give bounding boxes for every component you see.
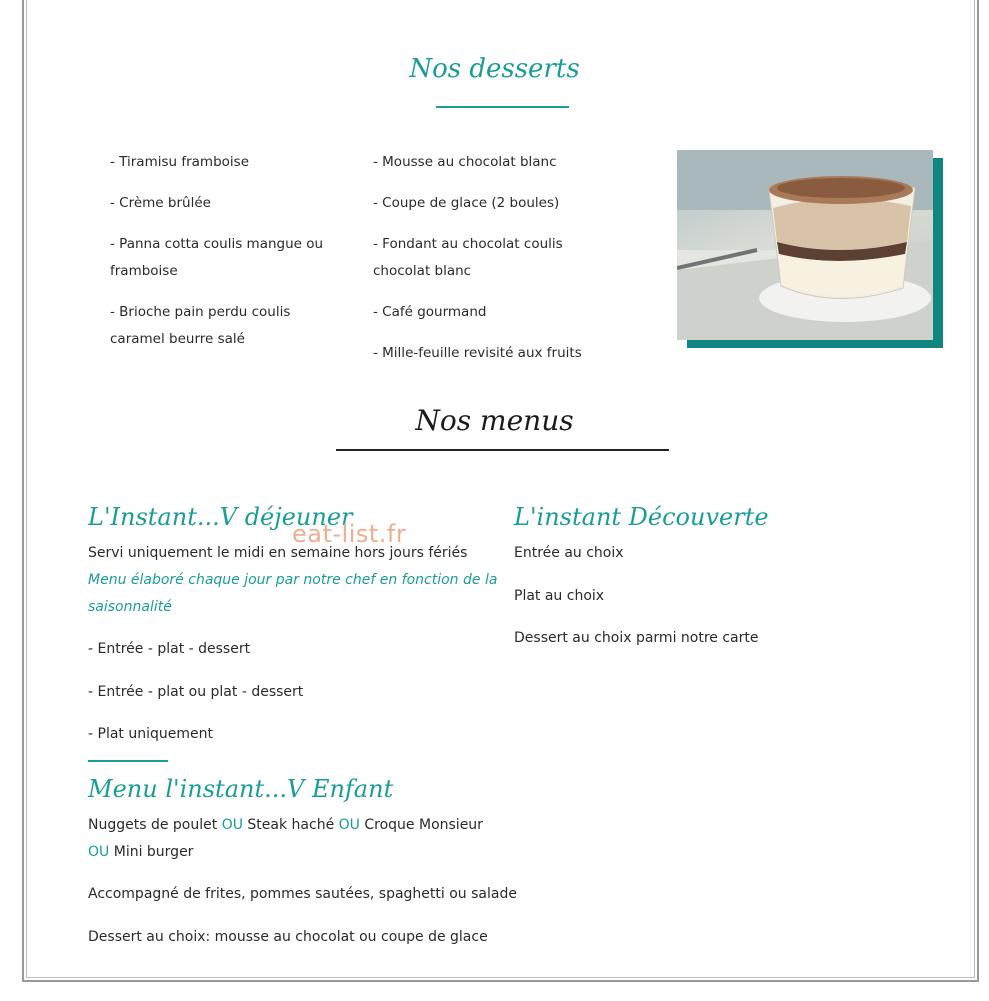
dessert-item: - Panna cotta coulis mangue ou framboise	[110, 236, 324, 279]
dessert-item: - Crème brûlée	[110, 195, 211, 211]
menu-dejeuner-subtitle: Servi uniquement le midi en semaine hors jours fériés	[88, 545, 468, 561]
desserts-title: Nos desserts	[409, 54, 580, 84]
tiramisu-glass-illustration	[677, 150, 933, 340]
dessert-item: - Tiramisu framboise	[110, 154, 249, 170]
desserts-title-underline	[436, 106, 569, 108]
menu-decouverte-item: Dessert au choix parmi notre carte	[514, 630, 759, 646]
menu-dejeuner-note: Menu élaboré chaque jour par notre chef en fonction de la saisonnalité	[88, 572, 498, 615]
dessert-photo-image	[677, 150, 933, 340]
or-separator: OU	[338, 817, 360, 833]
menu-enfant-choice: Croque Monsieur	[364, 817, 483, 833]
dessert-item: - Café gourmand	[373, 304, 487, 320]
menu-decouverte-item: Entrée au choix	[514, 545, 624, 561]
desserts-column-2	[373, 149, 623, 381]
dessert-item: - Coupe de glace (2 boules)	[373, 195, 560, 211]
menu-dejeuner-option: - Entrée - plat ou plat - dessert	[88, 684, 304, 700]
menu-enfant-side: Accompagné de frites, pommes sautées, spaghetti ou salade	[88, 886, 517, 902]
menu-decouverte-title: L'instant Découverte	[514, 503, 769, 531]
menu-enfant-choice: Mini burger	[113, 844, 194, 860]
menu-enfant-dessert: Dessert au choix: mousse au chocolat ou coupe de glace	[88, 929, 488, 945]
menu-enfant-choices	[88, 812, 508, 866]
menu-enfant-choice: Steak haché	[247, 817, 335, 833]
menu-decouverte-item: Plat au choix	[514, 588, 605, 604]
menus-title: Nos menus	[415, 404, 574, 437]
section-divider	[88, 760, 168, 762]
or-separator: OU	[221, 817, 243, 833]
menu-dejeuner-title: L'Instant...V déjeuner	[88, 503, 353, 531]
dessert-photo	[677, 150, 943, 348]
menu-enfant-choice: Nuggets de poulet	[88, 817, 218, 833]
watermark: eat-list.fr	[292, 520, 407, 548]
dessert-item: - Mousse au chocolat blanc	[373, 154, 557, 170]
or-separator: OU	[88, 844, 110, 860]
menu-dejeuner-option: - Plat uniquement	[88, 726, 213, 742]
dessert-item: - Mille-feuille revisité aux fruits	[373, 345, 582, 361]
menu-enfant-title: Menu l'instant...V Enfant	[88, 775, 394, 803]
dessert-item: - Brioche pain perdu coulis caramel beurre salé	[110, 304, 291, 347]
desserts-column-1	[110, 149, 340, 367]
menu-dejeuner-option: - Entrée - plat - dessert	[88, 641, 251, 657]
dessert-item: - Fondant au chocolat coulis chocolat blanc	[373, 236, 563, 279]
menus-title-underline	[336, 449, 669, 451]
